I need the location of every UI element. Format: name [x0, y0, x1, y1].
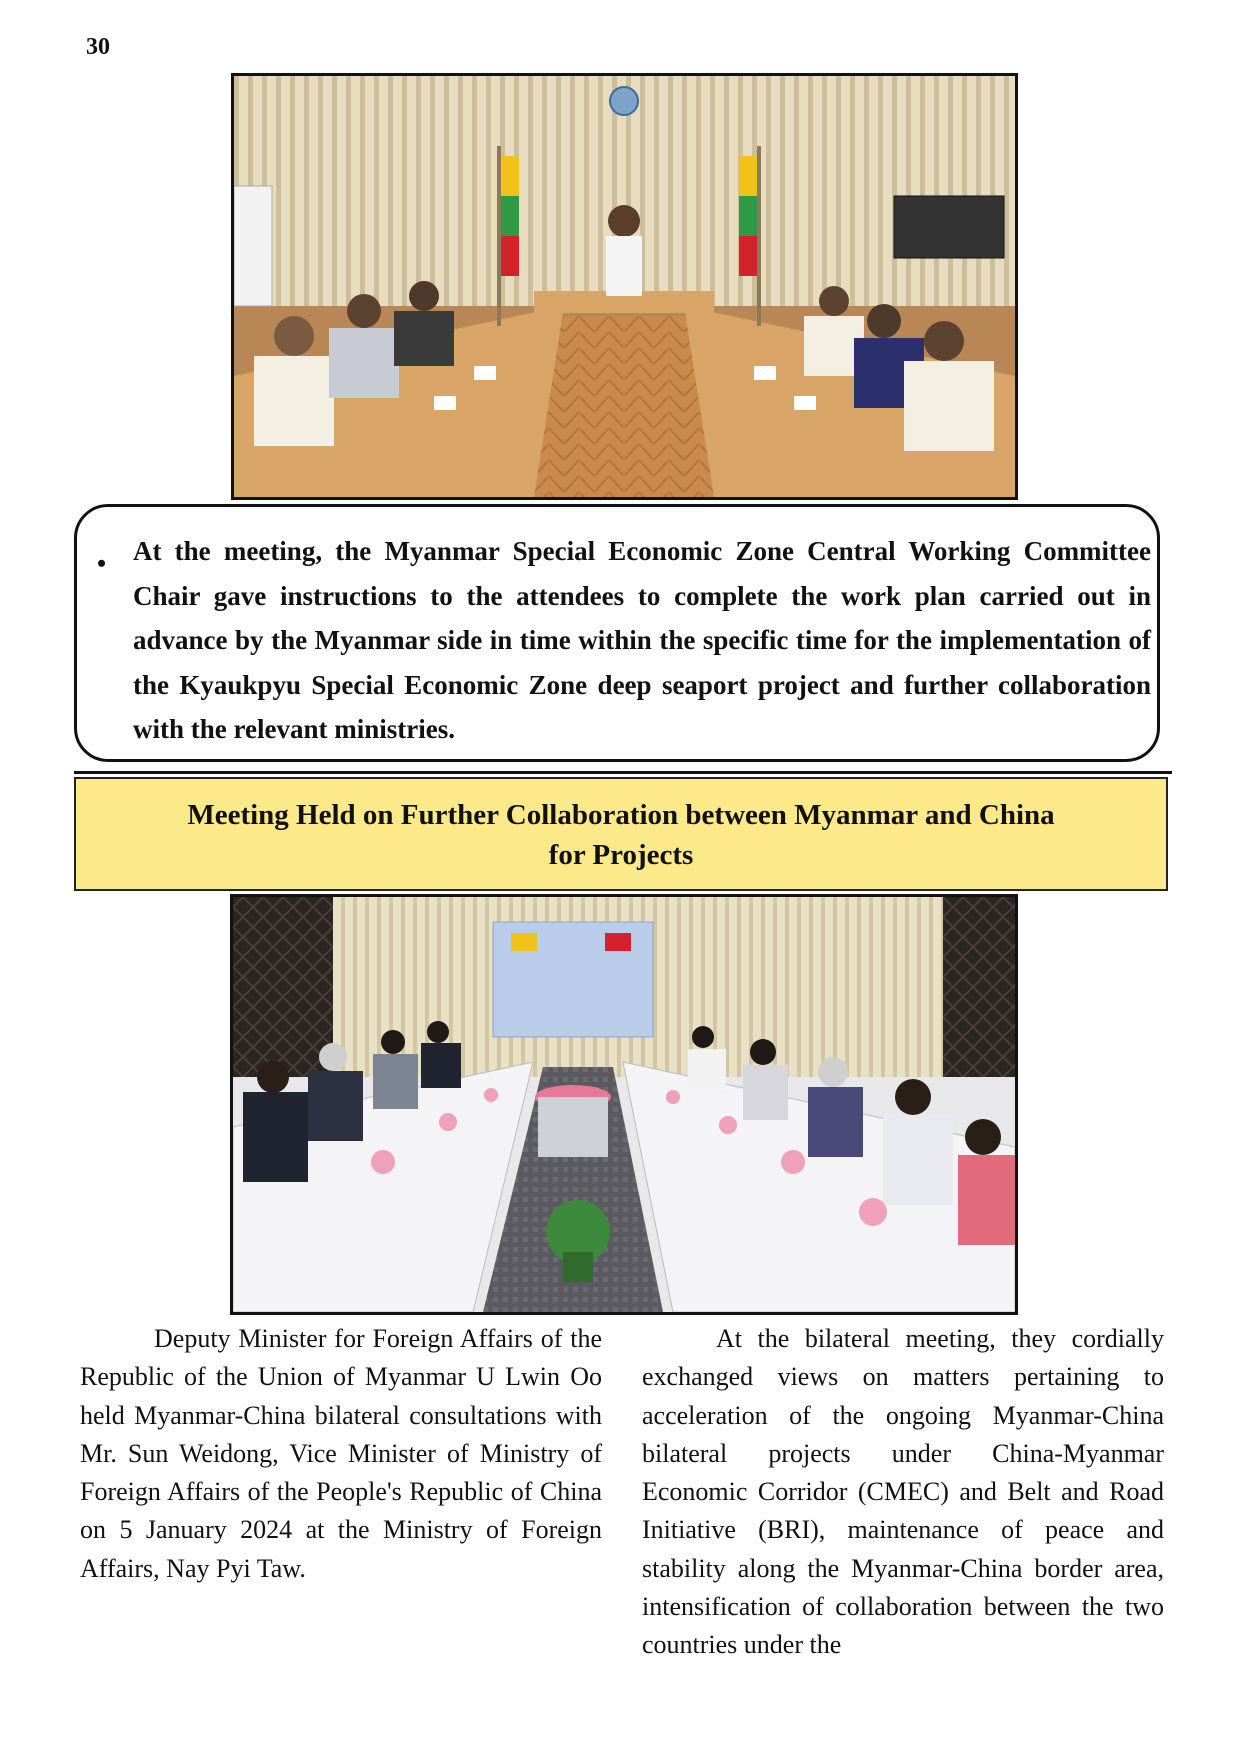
bullet-text: At the meeting, the Myanmar Special Economic Zone Central Working Committee Chair gave instructions to the attendees to complete the work plan carried out in advance by the Myanmar side in time within the specific time for the implementation of the Kyaukpyu Special Economic Zone deep seaport project and further collaboration with the relevant ministries.: [133, 536, 1151, 744]
meeting-photo-bottom-image: [233, 897, 1015, 1312]
body-paragraph-left: Deputy Minister for Foreign Affairs of the Republic of the Union of Myanmar U Lwin Oo held Myanmar-China bilateral consultations with Mr. Sun Weidong, Vice Minister of Ministry of Foreign Affairs of the People's Republic of China on 5 January 2024 at the Ministry of Foreign Affairs, Nay Pyi Taw.: [80, 1324, 602, 1583]
body-column-right: [642, 1320, 1164, 1665]
section-divider: [74, 771, 1172, 774]
body-paragraph-right: At the bilateral meeting, they cordially exchanged views on matters pertaining to acceleration of the ongoing Myanmar-China bilateral projects under China-Myanmar Economic Corridor (CMEC) and Belt and Road Initiative (BRI), maintenance of peace and stability along the Myanmar-China border area, intensification of collaboration between the two countries under the: [642, 1324, 1164, 1660]
meeting-photo-top-image: [234, 76, 1015, 497]
meeting-photo-top: [231, 73, 1018, 500]
section-heading-line-1: Meeting Held on Further Collaboration between Myanmar and China: [187, 799, 1055, 831]
section-heading: [74, 777, 1168, 891]
body-column-left: [80, 1320, 602, 1588]
section-heading-line-2: for Projects: [548, 839, 694, 871]
page-number: 30: [86, 34, 110, 60]
meeting-photo-bottom: [230, 894, 1018, 1315]
bullet-box: [74, 504, 1160, 762]
bullet-icon: •: [97, 549, 107, 578]
